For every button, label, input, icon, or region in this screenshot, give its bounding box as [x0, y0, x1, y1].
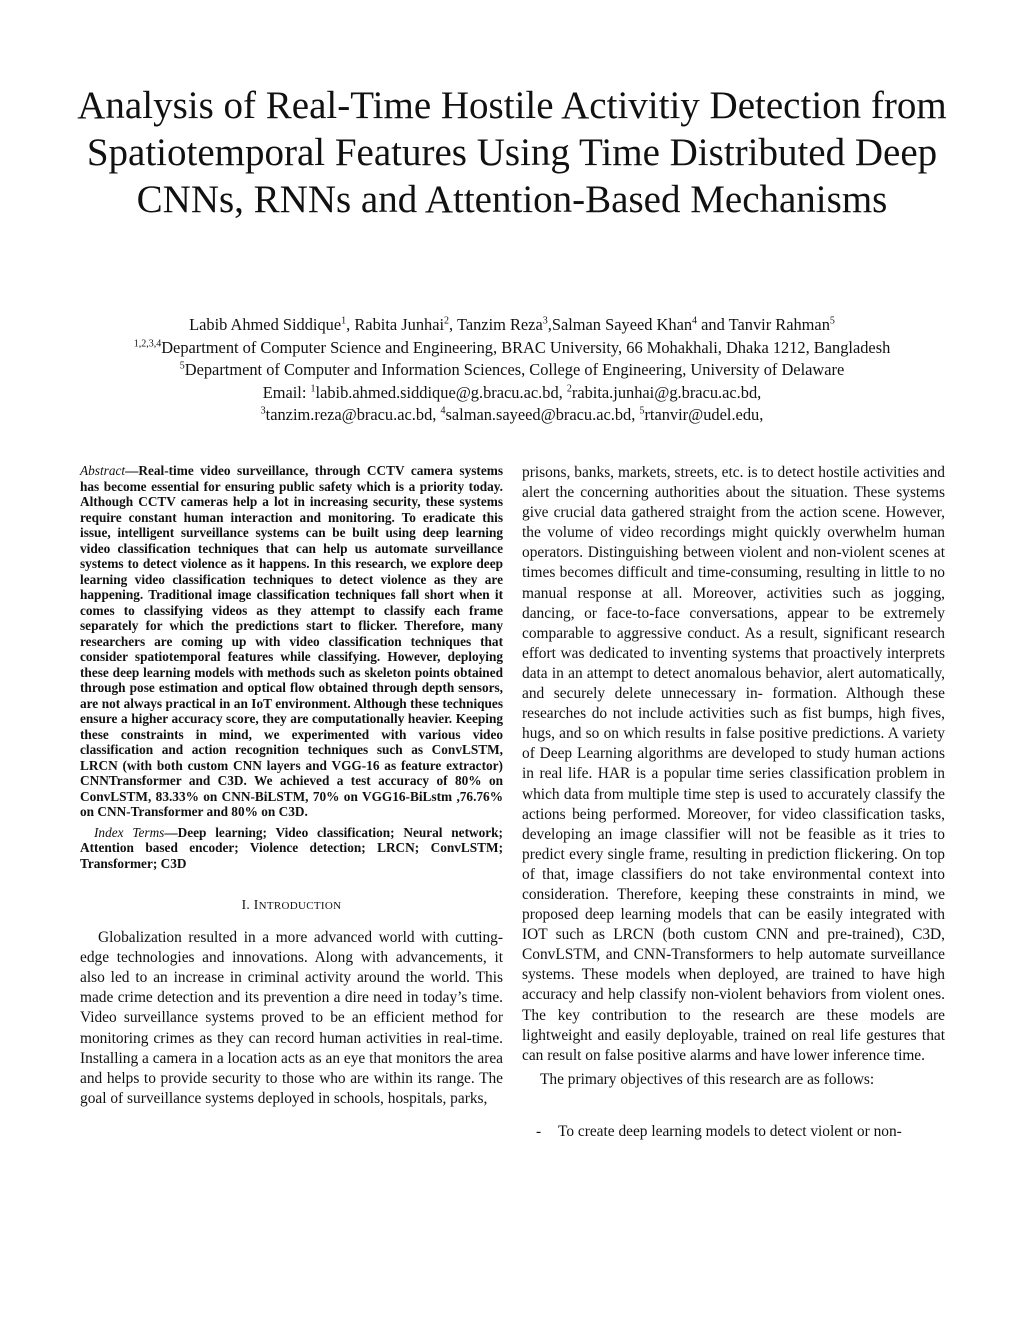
- author-separator: ,: [449, 315, 457, 334]
- affiliation-text: Department of Computer Science and Engineering, BRAC University, 66 Mohakhali, Dhaka 1212, Bangladesh: [161, 337, 891, 357]
- index-terms-text: —Deep learning; Video classification; Neural network; Attention based encoder; Violence detection; LRCN; ConvLSTM; Transformer; C3D: [80, 824, 503, 871]
- paper-title: Analysis of Real-Time Hostile Activitiy Detection from Spatiotemporal Features Using Time Distributed Deep CNNs, RNNs and Attention-Based Mechanisms: [77, 84, 947, 221]
- intro-paragraph-continued: prisons, banks, markets, streets, etc. is to detect hostile activities and alert the concerning authorities about the situation. These systems give crucial data gathered straight from the action scene. However, the volume of video recordings might quickly overwhelm human operators. Distinguishing between violent and non-violent scenes at times becomes difficult and time-consuming, resulting in little to no manual response at all. Moreover, activities such as jogging, dancing, or face-to-face conversations, appear to be extremely comparable to aggressive conduct. As a result, significant research effort was dedicated to inventing systems that proactively interprets data in an attempt to detect anomalous behavior, alert automatically, and securely delete unnecessary in- formation. Although these researches do not include activities such as fist bumps, high fives, hugs, and so on which results in false positive predictions. A variety of Deep Learning algorithms are developed to study human actions in real life. HAR is a popular time series classification problem in which data from multiple time step is used to accurately classify the actions being performed. Moreover, for video classification tasks, developing an image classifier will not be feasible as it tries to predict every single frame, resulting in prediction flickering. On top of that, image classifiers do not take environmental context into consideration. Therefore, keeping these constraints in mind, we proposed deep learning models that can be easily integrated with IOT such as LRCN (both custom CNN and pre-trained), C3D, ConvLSTM, and CNN-Transformers to help automate surveillance systems. These models when deployed, are trained to have high accuracy and help classify non-violent behaviors from violent ones. The key contribution to the research are these models are lightweight and easily deployable, trained on real life gestures that can result on false positive alarms and have lower inference time.: [522, 464, 945, 1064]
- email-line: [40, 404, 984, 427]
- author-superscript: 3: [542, 315, 548, 327]
- bullet-mark: -: [536, 1122, 542, 1140]
- index-terms: [80, 825, 503, 872]
- email-address: labib.ahmed.siddique@g.bracu.ac.bd,: [315, 382, 563, 402]
- affiliation-line: [40, 359, 984, 382]
- email-address: rabita.junhai@g.bracu.ac.bd,: [571, 382, 762, 402]
- author-name: Tanzim Reza: [456, 315, 543, 334]
- section-numeral: I.: [241, 897, 254, 912]
- author-superscript: 5: [829, 315, 835, 327]
- author-name: Tanvir Rahman: [728, 315, 830, 334]
- author-name: Rabita Junhai: [354, 315, 445, 334]
- abstract-text: —Real-time video surveillance, through CCTV camera systems has become essential for ensuring public safety which is a priority today. Although CCTV cameras help a lot in increasing security, these systems require constant human interaction and monitoring. To eradicate this issue, intelligent surveillance systems can be built using deep learning video classification techniques that can help us automate surveillance systems to detect violence as it happens. In this research, we explore deep learning video classification techniques to detect violence as they are happening. Traditional image classification techniques fall short when it comes to classifying videos as they attempt to classify each frame separately for which the predictions start to flicker. Therefore, many researchers are coming up with video classification techniques that consider spatiotemporal features while classifying. However, deploying these deep learning models with methods such as skeleton points obtained through pose estimation and optical flow obtained through depth sensors, are not always practical in an IoT environment. Although these techniques ensure a higher accuracy score, they are computationally heavier. Keeping these constraints in mind, we experimented with various video classification and action recognition techniques such as ConvLSTM, LRCN (with both custom CNN layers and VGG-16 as feature extractor) CNNTransformer and C3D. We achieved a test accuracy of 80% on ConvLSTM, 83.33% on CNN-BiLSTM, 70% on VGG16-BiLstm ,76.76% on CNN-Transformer and 80% on C3D.: [80, 463, 503, 819]
- affiliation-line: [40, 337, 984, 360]
- email-superscript: 3: [260, 405, 266, 417]
- email-label: Email:: [262, 382, 311, 402]
- section-title-rest: NTRODUCTION: [258, 900, 342, 912]
- intro-paragraph: Globalization resulted in a more advanced world with cutting-edge technologies and innovations. Along with advancements, it also led to an increase in criminal activity around the world. This made crime detection and its prevention a dire need in today’s time. Video surveillance systems proved to be an efficient method for monitoring crimes as they can record human activities in real-time. Installing a camera in a location acts as an eye that monitors the area and helps to provide security to those who are within its range. The goal of surveillance systems deployed in schools, hospitals, parks,: [80, 929, 503, 1107]
- author-superscript: 4: [692, 315, 698, 327]
- email-superscript: 2: [566, 383, 572, 395]
- bullet-text: To create deep learning models to detect violent or non-: [558, 1122, 902, 1140]
- email-address: tanzim.reza@bracu.ac.bd,: [265, 405, 437, 424]
- author-separator: ,: [346, 315, 355, 334]
- affiliation-superscript: 1,2,3,4: [133, 338, 162, 350]
- email-line: [40, 382, 984, 405]
- email-superscript: 4: [440, 405, 446, 417]
- author-name: Salman Sayeed Khan: [551, 315, 693, 334]
- author-name: Labib Ahmed Siddique: [189, 315, 342, 334]
- author-superscript: 1: [341, 315, 347, 327]
- author-separator: ,: [547, 315, 552, 334]
- objectives-intro: The primary objectives of this research are as follows:: [540, 1070, 875, 1088]
- affiliation-text: Department of Computer and Information Sciences, College of Engineering, University of Delaware: [184, 360, 845, 379]
- abstract: [80, 463, 503, 820]
- author-superscript: 2: [444, 315, 450, 327]
- abstract-label: Abstract: [80, 463, 126, 478]
- author-separator: and: [697, 315, 729, 334]
- section-heading-introduction: [80, 895, 503, 916]
- left-column: [80, 463, 503, 1109]
- email-superscript: 1: [310, 383, 316, 395]
- right-column: [522, 463, 945, 1142]
- email-address: salman.sayeed@bracu.ac.bd,: [445, 405, 636, 424]
- index-terms-label: Index Terms: [94, 824, 165, 840]
- email-address: rtanvir@udel.edu,: [644, 405, 764, 424]
- objective-bullet-item: [522, 1122, 945, 1142]
- section-initial: I: [253, 897, 259, 912]
- author-block: [40, 314, 984, 427]
- affiliation-superscript: 5: [179, 360, 185, 372]
- email-superscript: 5: [639, 405, 645, 417]
- author-list: [40, 314, 984, 337]
